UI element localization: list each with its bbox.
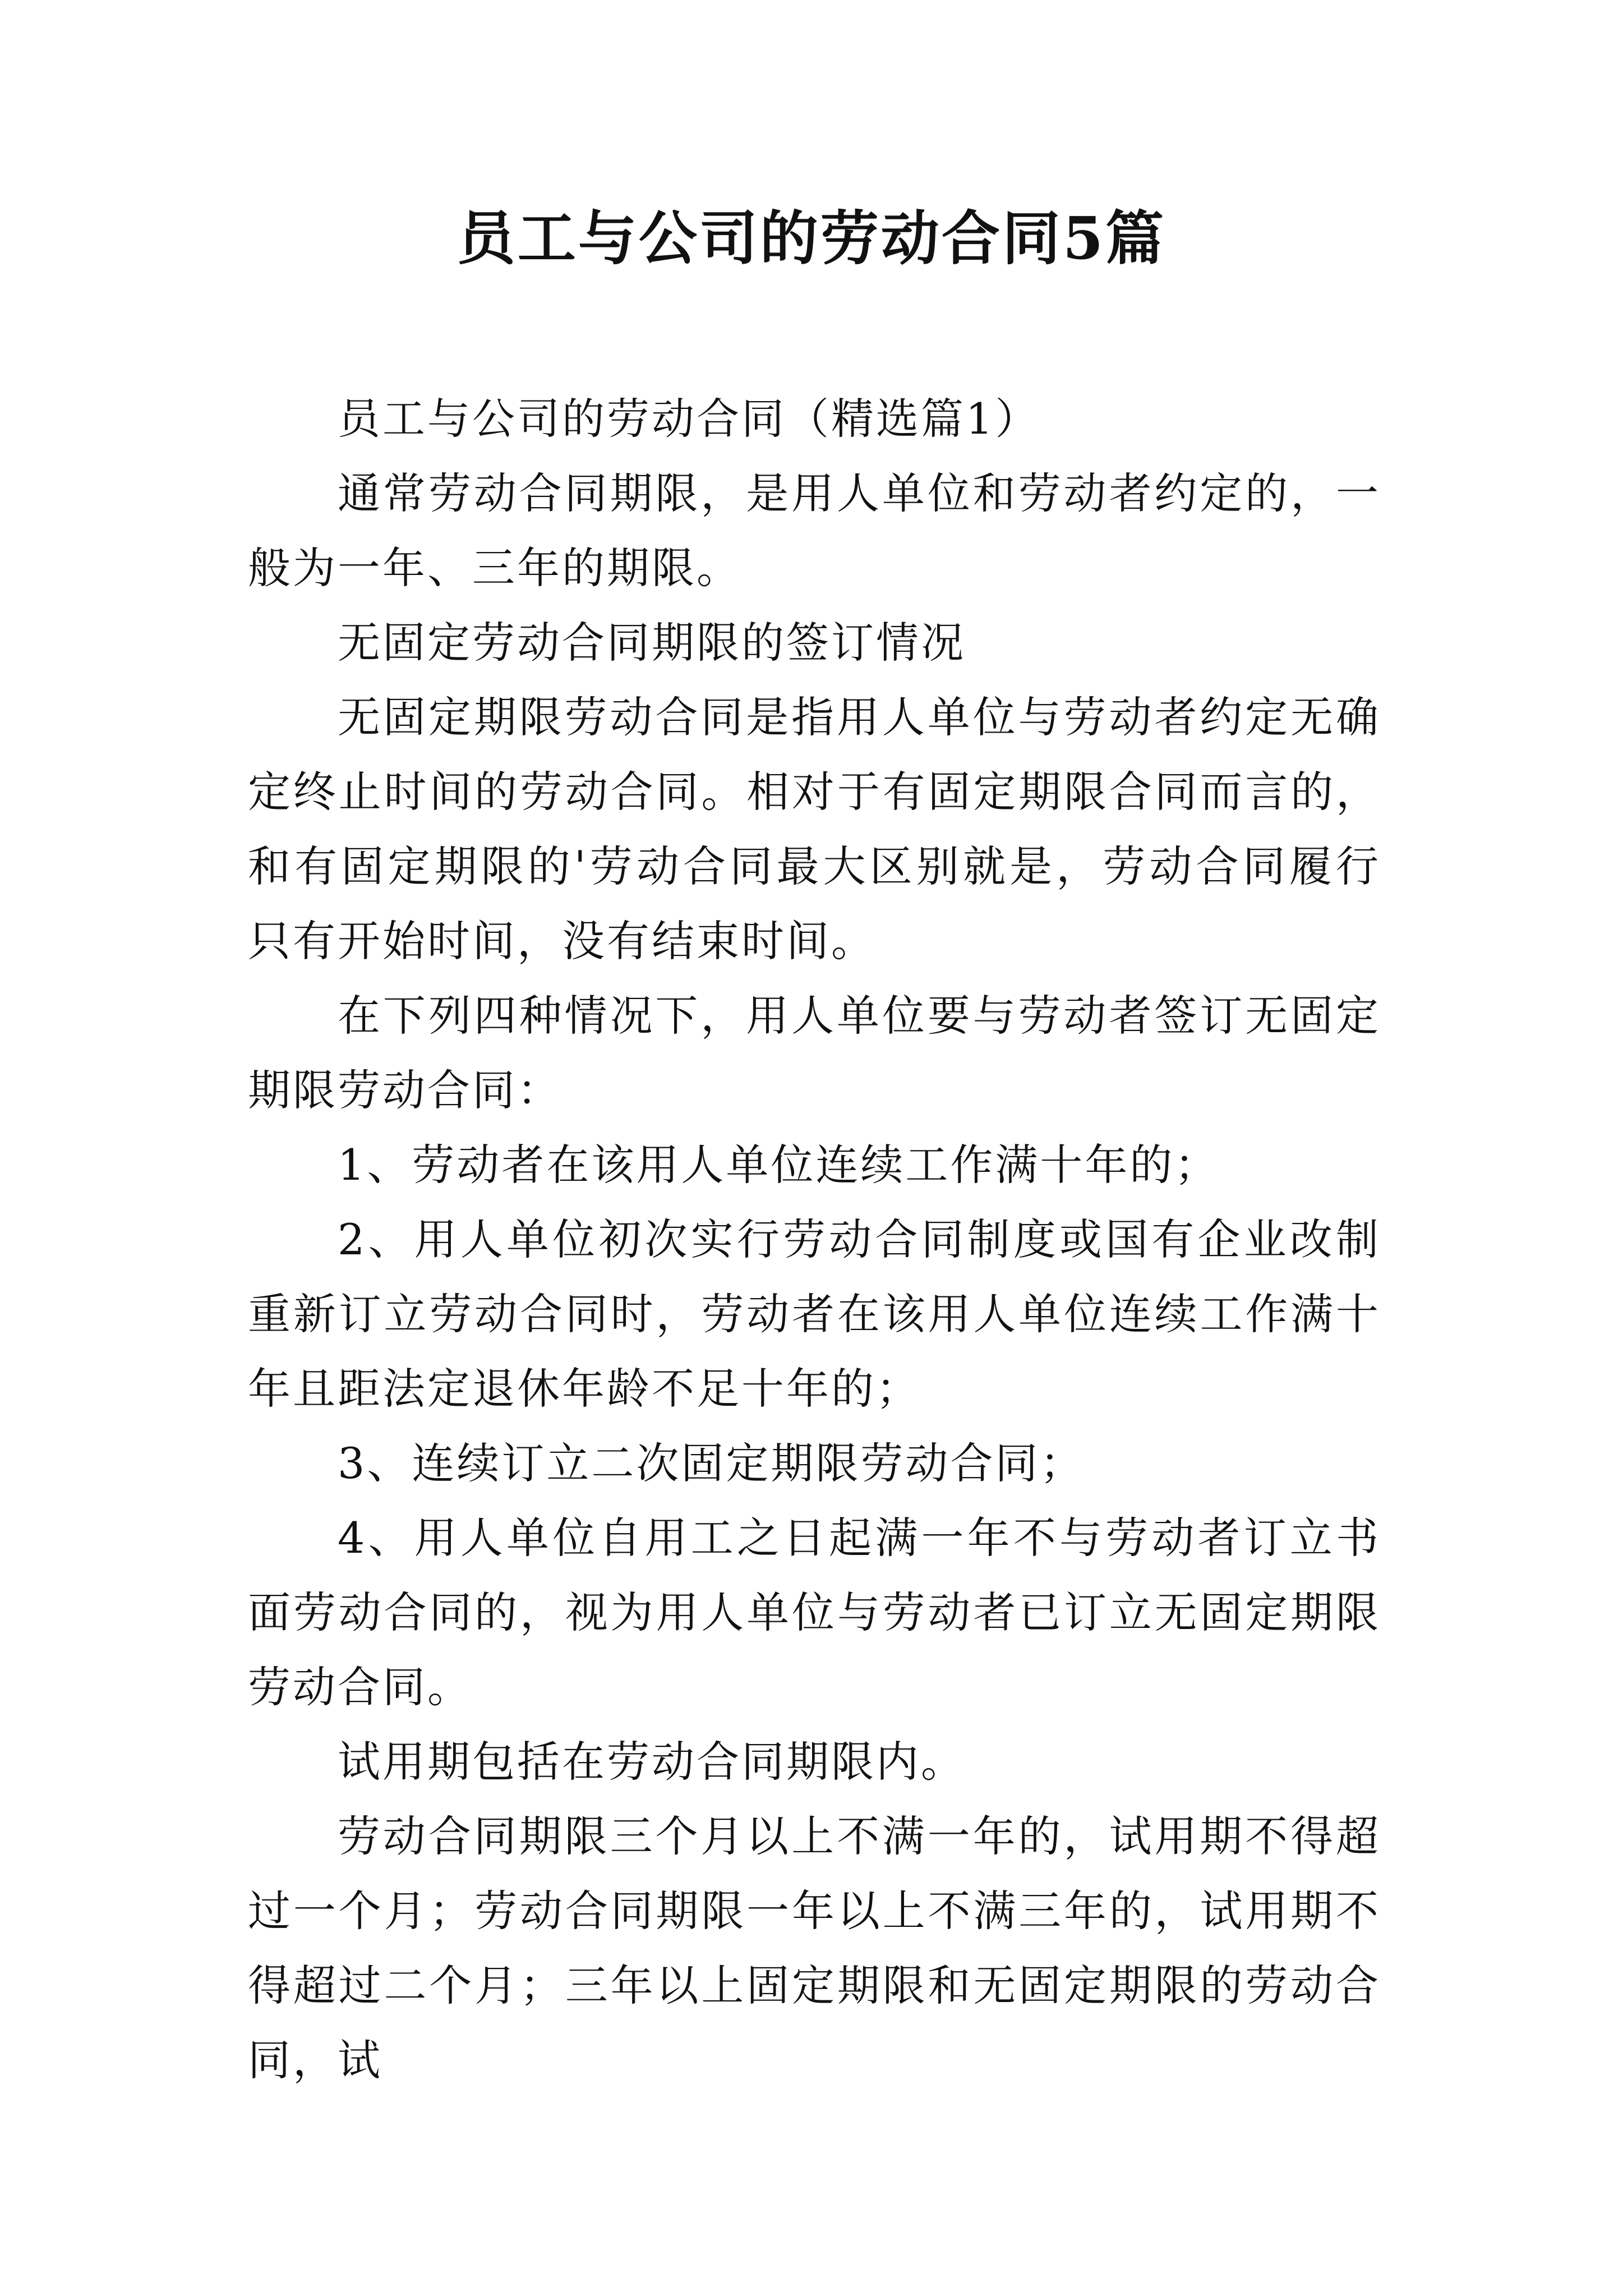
subheading: 无固定劳动合同期限的签订情况	[338, 618, 966, 668]
document-title: 员工与公司的劳动合同5篇	[457, 204, 1166, 273]
paragraph: 在下列四种情况下，用人单位要与劳动者签订无固定期限劳动合同：	[248, 991, 1381, 1115]
list-item: 2、用人单位初次实行劳动合同制度或国有企业改制重新订立劳动合同时，劳动者在该用人单位连续工作满十年且距法定退休年龄不足十年的；	[248, 1214, 1381, 1414]
list-item: 3、连续订立二次固定期限劳动合同；	[338, 1438, 1085, 1488]
document-body	[248, 381, 1381, 2097]
list-item: 1、劳动者在该用人单位连续工作满十年的；	[338, 1140, 1220, 1190]
list-item: 4、用人单位自用工之日起满一年不与劳动者订立书面劳动合同的，视为用人单位与劳动者已订立无固定期限劳动合同。	[248, 1513, 1381, 1712]
paragraph: 试用期包括在劳动合同期限内。	[338, 1737, 966, 1787]
paragraph: 劳动合同期限三个月以上不满一年的，试用期不得超过一个月；劳动合同期限一年以上不满三年的，试用期不得超过二个月；三年以上固定期限和无固定期限的劳动合同，试	[248, 1811, 1381, 2085]
section-heading: 员工与公司的劳动合同（精选篇1）	[338, 394, 1040, 444]
paragraph: 无固定期限劳动合同是指用人单位与劳动者约定无确定终止时间的劳动合同。相对于有固定期限合同而言的，和有固定期限的'劳动合同最大区别就是，劳动合同履行只有开始时间，没有结束时间。	[248, 692, 1381, 966]
paragraph: 通常劳动合同期限，是用人单位和劳动者约定的，一般为一年、三年的期限。	[248, 468, 1381, 593]
